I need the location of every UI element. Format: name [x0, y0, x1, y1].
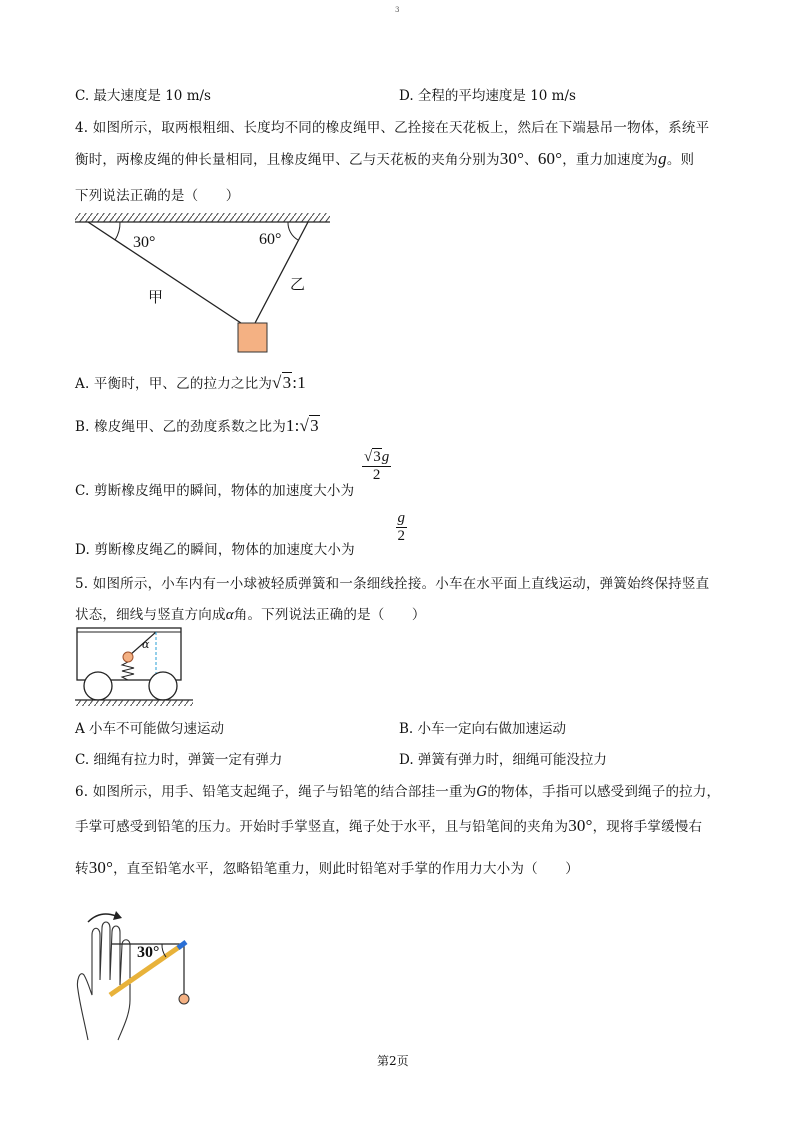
- q5-line1: 5. 如图所示，小车内有一小球被轻质弹簧和一条细线拴接。小车在水平面上直线运动，弹簧始终保持竖直: [75, 576, 710, 592]
- q4-fig-angle-left: 30°: [133, 234, 156, 251]
- q5-option-c: C. 细绳有拉力时，弹簧一定有弹力: [75, 752, 283, 768]
- q4-angle1: 30°: [499, 149, 525, 168]
- q4-option-c-text: C. 剪断橡皮绳甲的瞬间，物体的加速度大小为: [75, 483, 355, 499]
- q6-angle-b: 30°: [88, 858, 114, 877]
- q6-weight: [179, 994, 189, 1004]
- q4-g: g: [658, 149, 667, 168]
- header-mark: 3: [395, 6, 400, 14]
- q5-line2-a: 状态，细线与竖直方向成: [75, 607, 226, 623]
- q4-line2-c: 。则: [666, 152, 695, 168]
- q4-option-b-text: B. 橡皮绳甲、乙的劲度系数之比为: [75, 419, 286, 435]
- q6-line1-b: 的物体，手指可以感受到绳子的拉力，: [487, 784, 721, 800]
- page-footer: 第2页: [377, 1054, 409, 1068]
- q6-fig-angle: 30°: [137, 944, 160, 961]
- q4-line2-b: ，重力加速度为: [562, 152, 659, 168]
- q6-pencil-tip: [178, 942, 186, 948]
- q6-line3-b: ，直至铅笔水平，忽略铅笔重力，则此时铅笔对手掌的作用力大小为（ ）: [113, 861, 579, 877]
- q5-line2-b: 角。下列说法正确的是（ ）: [233, 607, 426, 623]
- q6-hand: [77, 922, 130, 1040]
- q5-fig-alpha: α: [142, 638, 150, 651]
- q4-option-c-fraction: $\frac{√3g}{2}$: [364, 449, 390, 483]
- q5-option-d: D. 弹簧有弹力时，细绳可能没拉力: [399, 752, 607, 768]
- q4-line1: 4. 如图所示，取两根粗细、长度均不同的橡皮绳甲、乙拴接在天花板上，然后在下端悬吊一物体，系统平: [75, 120, 710, 136]
- q6-angle: 30°: [568, 816, 593, 835]
- q4-line2-a: 衡时，两橡皮绳的伸长量相同，且橡皮绳甲、乙与天花板的夹角分别为: [75, 152, 500, 168]
- q4-option-a-text: A. 平衡时，甲、乙的拉力之比为: [75, 376, 273, 392]
- q6-line2-b: ，现将手掌缓慢右: [592, 819, 703, 835]
- q4-option-a-math: √3:1: [272, 373, 306, 392]
- q6-rotation-arrow: [88, 914, 116, 922]
- q6-line3-a: 转: [75, 861, 89, 877]
- q5-option-a: A 小车不可能做匀速运动: [75, 721, 225, 737]
- prev-option-d: D. 全程的平均速度是 10 m/s: [399, 88, 576, 104]
- q4-fig-angle-right: 60°: [259, 231, 282, 248]
- q4-option-d-text: D. 剪断橡皮绳乙的瞬间，物体的加速度大小为: [75, 542, 355, 558]
- q4-fig-rope-b-label: 乙: [290, 275, 306, 293]
- q5-alpha: α: [225, 607, 234, 623]
- q6-line1-a: 6. 如图所示，用手、铅笔支起绳子，绳子与铅笔的结合部挂一重为: [75, 784, 477, 800]
- q4-line3: 下列说法正确的是（ ）: [75, 188, 240, 204]
- q4-angle2: 60°: [537, 149, 563, 168]
- q4-option-d-fraction: $\frac{g}{2}$: [397, 510, 406, 544]
- q4-option-b-math: 1:√3: [285, 416, 319, 435]
- prev-option-c: C. 最大速度是 10 m/s: [75, 88, 211, 104]
- q4-sep: 、: [524, 152, 538, 168]
- q4-fig-rope-a-label: 甲: [148, 288, 164, 306]
- q6-line2-a: 手掌可感受到铅笔的压力。开始时手掌竖直，绳子处于水平，且与铅笔间的夹角为: [75, 819, 569, 835]
- q5-option-b: B. 小车一定向右做加速运动: [399, 721, 567, 737]
- q6-G: G: [476, 784, 488, 800]
